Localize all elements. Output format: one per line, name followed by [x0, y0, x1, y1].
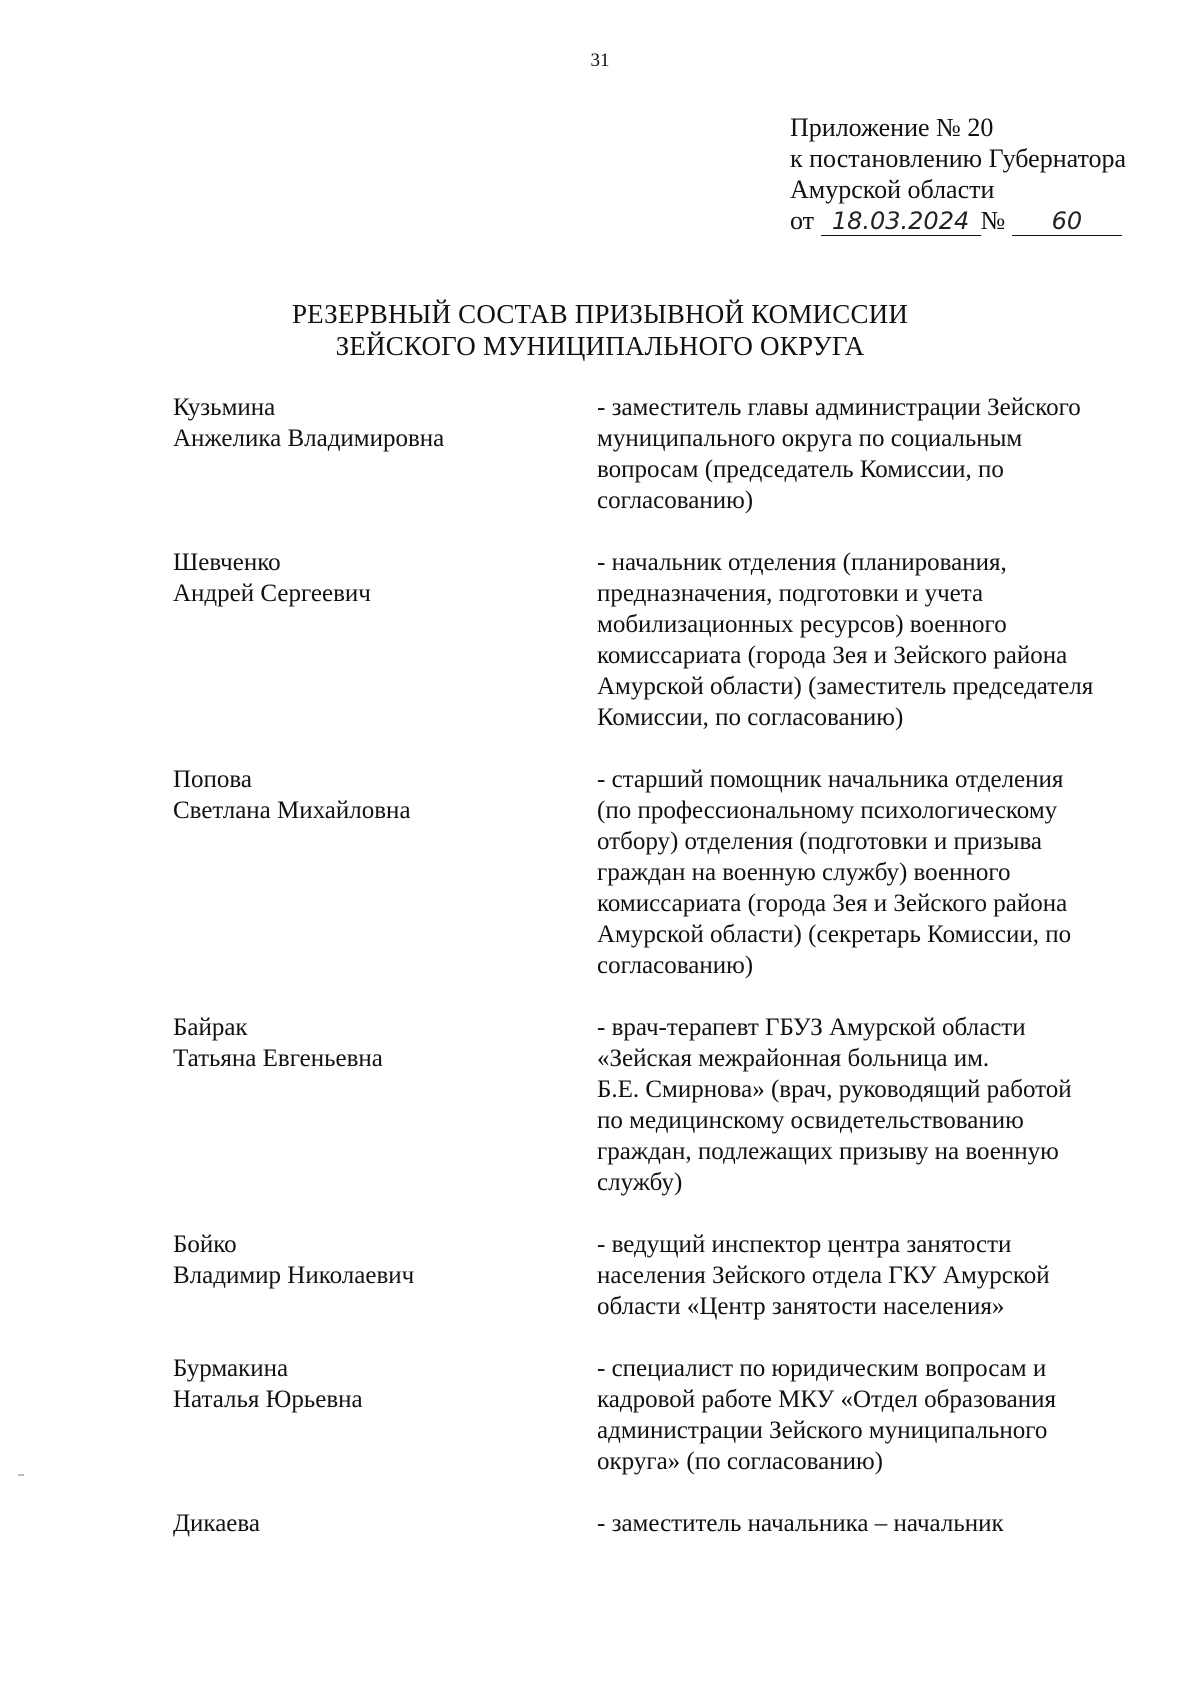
- member-name: [173, 1353, 573, 1415]
- member-role: [597, 547, 1142, 733]
- scan-artifact: [18, 1474, 24, 1476]
- member-surname: Дикаева: [173, 1510, 260, 1537]
- member-surname: Байрак: [173, 1014, 248, 1041]
- role-line: администрации Зейского муниципального: [597, 1417, 1048, 1444]
- role-line: граждан, подлежащих призыву на военную: [597, 1138, 1059, 1165]
- member-role: [597, 1229, 1142, 1322]
- role-line: «Зейская межрайонная больница им.: [597, 1045, 990, 1072]
- role-line: - специалист по юридическим вопросам и: [597, 1355, 1047, 1382]
- member-name: [173, 1012, 573, 1074]
- member-role: [597, 392, 1142, 516]
- role-line: граждан на военную службу) военного: [597, 859, 1011, 886]
- appendix-date-number-row: [790, 205, 1126, 236]
- member-entry: [173, 547, 1153, 733]
- role-line: - старший помощник начальника отделения: [597, 766, 1064, 793]
- member-entry: [173, 1012, 1153, 1198]
- page-number: 31: [590, 50, 610, 71]
- role-line: согласованию): [597, 487, 754, 514]
- role-line: кадровой работе МКУ «Отдел образования: [597, 1386, 1057, 1413]
- role-line: комиссариата (города Зея и Зейского района: [597, 642, 1068, 669]
- number-label: №: [980, 206, 1006, 235]
- member-role: [597, 1508, 1142, 1539]
- member-entry: [173, 764, 1153, 981]
- role-line: населения Зейского отдела ГКУ Амурской: [597, 1262, 1050, 1289]
- member-name: [173, 547, 573, 609]
- appendix-block: [790, 112, 1126, 236]
- title-line-1: РЕЗЕРВНЫЙ СОСТАВ ПРИЗЫВНОЙ КОМИССИИ: [291, 299, 909, 329]
- member-given-names: Андрей Сергеевич: [173, 580, 371, 607]
- member-surname: Попова: [173, 766, 253, 793]
- member-name: [173, 392, 573, 454]
- member-role: [597, 1012, 1142, 1198]
- member-given-names: Светлана Михайловна: [173, 797, 411, 824]
- member-surname: Бурмакина: [173, 1355, 289, 1382]
- handwritten-number: 60: [1012, 207, 1122, 236]
- role-line: - ведущий инспектор центра занятости: [597, 1231, 1012, 1258]
- member-given-names: Владимир Николаевич: [173, 1262, 415, 1289]
- member-entry: [173, 1353, 1153, 1477]
- document-title: [0, 298, 1200, 362]
- member-surname: Шевченко: [173, 549, 281, 576]
- role-line: вопросам (председатель Комиссии, по: [597, 456, 1004, 483]
- member-name: [173, 1508, 573, 1539]
- member-surname: Кузьмина: [173, 394, 276, 421]
- member-surname: Бойко: [173, 1231, 237, 1258]
- member-given-names: Наталья Юрьевна: [173, 1386, 363, 1413]
- role-line: Б.Е. Смирнова» (врач, руководящий работой: [597, 1076, 1072, 1103]
- role-line: области «Центр занятости населения»: [597, 1293, 1005, 1320]
- role-line: - врач-терапевт ГБУЗ Амурской области: [597, 1014, 1026, 1041]
- role-line: комиссариата (города Зея и Зейского района: [597, 890, 1068, 917]
- role-line: - заместитель начальника – начальник: [597, 1510, 1004, 1537]
- member-role: [597, 1353, 1142, 1477]
- appendix-resolution-ref: к постановлению Губернатора: [790, 144, 1127, 173]
- role-line: предназначения, подготовки и учета: [597, 580, 984, 607]
- role-line: мобилизационных ресурсов) военного: [597, 611, 1007, 638]
- member-entry: [173, 1508, 1153, 1539]
- role-line: Амурской области) (заместитель председателя: [597, 673, 1094, 700]
- member-entry: [173, 392, 1153, 516]
- role-line: округа» (по согласованию): [597, 1448, 883, 1475]
- handwritten-date: 18.03.2024: [821, 207, 981, 236]
- role-line: отбору) отделения (подготовки и призыва: [597, 828, 1043, 855]
- member-given-names: Анжелика Владимировна: [173, 425, 445, 452]
- member-given-names: Татьяна Евгеньевна: [173, 1045, 383, 1072]
- appendix-region: Амурской области: [790, 175, 995, 204]
- members-list: [173, 392, 1153, 1539]
- date-prefix: от: [790, 206, 815, 235]
- member-name: [173, 764, 573, 826]
- role-line: Комиссии, по согласованию): [597, 704, 904, 731]
- role-line: согласованию): [597, 952, 754, 979]
- role-line: - начальник отделения (планирования,: [597, 549, 1007, 576]
- role-line: (по профессиональному психологическому: [597, 797, 1058, 824]
- role-line: по медицинскому освидетельствованию: [597, 1107, 1024, 1134]
- title-line-2: ЗЕЙСКОГО МУНИЦИПАЛЬНОГО ОКРУГА: [335, 331, 865, 361]
- member-role: [597, 764, 1142, 981]
- member-name: [173, 1229, 573, 1291]
- member-entry: [173, 1229, 1153, 1322]
- role-line: службу): [597, 1169, 683, 1196]
- appendix-title: Приложение № 20: [790, 113, 994, 142]
- role-line: - заместитель главы администрации Зейского: [597, 394, 1081, 421]
- role-line: Амурской области) (секретарь Комиссии, по: [597, 921, 1072, 948]
- role-line: муниципального округа по социальным: [597, 425, 1023, 452]
